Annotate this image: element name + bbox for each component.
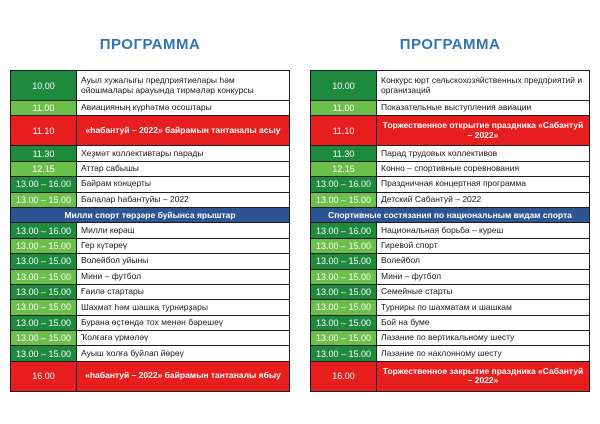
schedule-event: Милли көрәш <box>81 224 135 235</box>
schedule-event: Аттар сабышы <box>81 163 139 174</box>
schedule-event: Семейные старты <box>381 286 453 297</box>
schedule-time: 13.00 – 15.00 <box>311 270 377 284</box>
schedule-event: «һабантуй – 2022» байрамын тантаналы асыу <box>77 116 289 145</box>
schedule-time: 13.00 – 15.00 <box>11 346 77 360</box>
schedule-row <box>310 254 590 269</box>
schedule-time: 12.15 <box>11 162 77 176</box>
schedule-event: Гиревой спорт <box>381 240 438 251</box>
schedule-time: 11.30 <box>11 146 77 160</box>
schedule-row <box>10 270 290 285</box>
schedule-event: Ауыл хужалыгы предприятиелары һәм ойошмалары арауында тирмәләр конкурсы <box>81 74 254 95</box>
schedule-event: Гер күтәреү <box>81 240 128 251</box>
schedule-row <box>10 116 290 146</box>
schedule-time: 16.00 <box>11 362 77 391</box>
schedule-event: Лазание по вертикальному шесту <box>381 332 515 343</box>
schedule-event: Авиацияның күрһәтмә осоштары <box>81 102 212 113</box>
section-header: Спортивные состязания по национальным видам спорта <box>310 208 590 223</box>
schedule-time: 13.00 – 15.00 <box>11 331 77 345</box>
schedule-event: Байрам концерты <box>81 178 151 189</box>
schedule-row <box>10 177 290 192</box>
schedule-row <box>310 362 590 392</box>
schedule-time: 13.00 – 15.00 <box>11 239 77 253</box>
schedule-time: 11.30 <box>311 146 377 160</box>
schedule-event: Ауыш ҡолға буйлап йөрөү <box>81 347 184 358</box>
schedule-event: Показательные выступления авиации <box>381 102 532 113</box>
schedule-row <box>10 346 290 361</box>
schedule-time: 10.00 <box>311 71 377 100</box>
schedule-row <box>310 116 590 146</box>
schedule-row <box>10 362 290 392</box>
schedule-time: 13.00 – 15.00 <box>311 193 377 207</box>
schedule-event: Хеҙмәт коллективтары парады <box>81 147 204 158</box>
schedule-row <box>310 300 590 315</box>
schedule-time: 13.00 – 15.00 <box>311 254 377 268</box>
schedule-time: 13.00 – 16.00 <box>11 177 77 191</box>
schedule-row <box>310 239 590 254</box>
schedule-row <box>310 177 590 192</box>
schedule-time: 13.00 – 15.00 <box>11 254 77 268</box>
schedule-row <box>10 193 290 208</box>
schedule-event: Торжественное закрытие праздника «Сабантуй – 2022» <box>377 362 589 391</box>
schedule-row <box>310 71 590 101</box>
program-table <box>10 70 290 392</box>
schedule-row <box>10 239 290 254</box>
schedule-event: Праздничная концертная программа <box>381 178 526 189</box>
program-heading: ПРОГРАММА <box>99 36 201 53</box>
schedule-time: 13.00 – 15.00 <box>311 331 377 345</box>
schedule-time: 13.00 – 15.00 <box>11 270 77 284</box>
schedule-row <box>10 146 290 161</box>
schedule-event: Турниры по шахматам и шашкам <box>381 301 512 312</box>
schedule-time: 13.00 – 16.00 <box>311 177 377 191</box>
schedule-time: 11.10 <box>11 116 77 145</box>
schedule-row <box>310 346 590 361</box>
schedule-row <box>310 270 590 285</box>
schedule-event: Конкурс юрт сельскохозяйственных предприятий и организаций <box>381 74 583 95</box>
program-table <box>310 70 590 392</box>
schedule-time: 13.00 – 15.00 <box>311 316 377 330</box>
schedule-event: Торжественное открытие праздника «Сабантуй – 2022» <box>377 116 589 145</box>
schedule-event: Лазание по наклонному шесту <box>381 347 502 358</box>
schedule-time: 13.00 – 16.00 <box>11 223 77 237</box>
schedule-time: 13.00 – 15.00 <box>11 316 77 330</box>
schedule-event: Волейбол уйыны <box>81 255 149 266</box>
schedule-time: 13.00 – 15.00 <box>11 193 77 207</box>
schedule-row <box>10 162 290 177</box>
schedule-time: 13.00 – 15.00 <box>311 346 377 360</box>
schedule-row <box>310 101 590 116</box>
schedule-time: 11.10 <box>311 116 377 145</box>
schedule-row <box>310 162 590 177</box>
schedule-event: Бой на буме <box>381 317 430 327</box>
schedule-event: Ҡолғаға үрмәләү <box>81 332 149 343</box>
schedule-time: 13.00 – 15.00 <box>311 239 377 253</box>
schedule-time: 11.00 <box>311 101 377 115</box>
schedule-event: Балалар һабантуйы – 2022 <box>81 193 189 204</box>
schedule-event: Детский Сабантуй – 2022 <box>381 193 482 204</box>
schedule-row <box>10 101 290 116</box>
schedule-row <box>310 331 590 346</box>
schedule-row <box>10 285 290 300</box>
schedule-time: 13.00 – 15.00 <box>311 300 377 314</box>
schedule-time: 13.00 – 15.00 <box>311 285 377 299</box>
section-header: Милли спорт төрҙәре буйынса ярыштар <box>10 208 290 223</box>
schedule-row <box>310 146 590 161</box>
schedule-row <box>310 285 590 300</box>
schedule-time: 13.00 – 16.00 <box>311 223 377 237</box>
schedule-event: Конно – спортивные соревнования <box>381 163 520 174</box>
schedule-event: Мини – футбол <box>381 270 442 281</box>
schedule-time: 13.00 – 15.00 <box>11 285 77 299</box>
schedule-row <box>10 316 290 331</box>
schedule-row <box>10 71 290 101</box>
schedule-row <box>310 223 590 238</box>
schedule-time: 13.00 – 15.00 <box>11 300 77 314</box>
schedule-time: 10.00 <box>11 71 77 100</box>
schedule-row <box>310 193 590 208</box>
schedule-event: Бурана өҫтөндә тох менән бәрешеү <box>81 317 224 327</box>
schedule-event: «һабантуй – 2022» байрамын тантаналы ябыу <box>77 362 289 391</box>
schedule-event: Ғаилә стартары <box>81 286 144 297</box>
schedule-row <box>10 300 290 315</box>
schedule-event: Шахмат һәм шашка турнирҙары <box>81 301 208 312</box>
schedule-event: Мини – футбол <box>81 270 142 281</box>
program-heading: ПРОГРАММА <box>399 36 501 53</box>
schedule-row <box>10 254 290 269</box>
schedule-time: 16.00 <box>311 362 377 391</box>
schedule-event: Волейбол <box>381 255 421 266</box>
schedule-time: 12.15 <box>311 162 377 176</box>
schedule-event: Парад трудовых коллективов <box>381 147 498 158</box>
schedule-row <box>310 316 590 331</box>
schedule-event: Национальная борьба – куреш <box>381 224 504 235</box>
schedule-time: 11.00 <box>11 101 77 115</box>
schedule-row <box>10 223 290 238</box>
schedule-row <box>10 331 290 346</box>
